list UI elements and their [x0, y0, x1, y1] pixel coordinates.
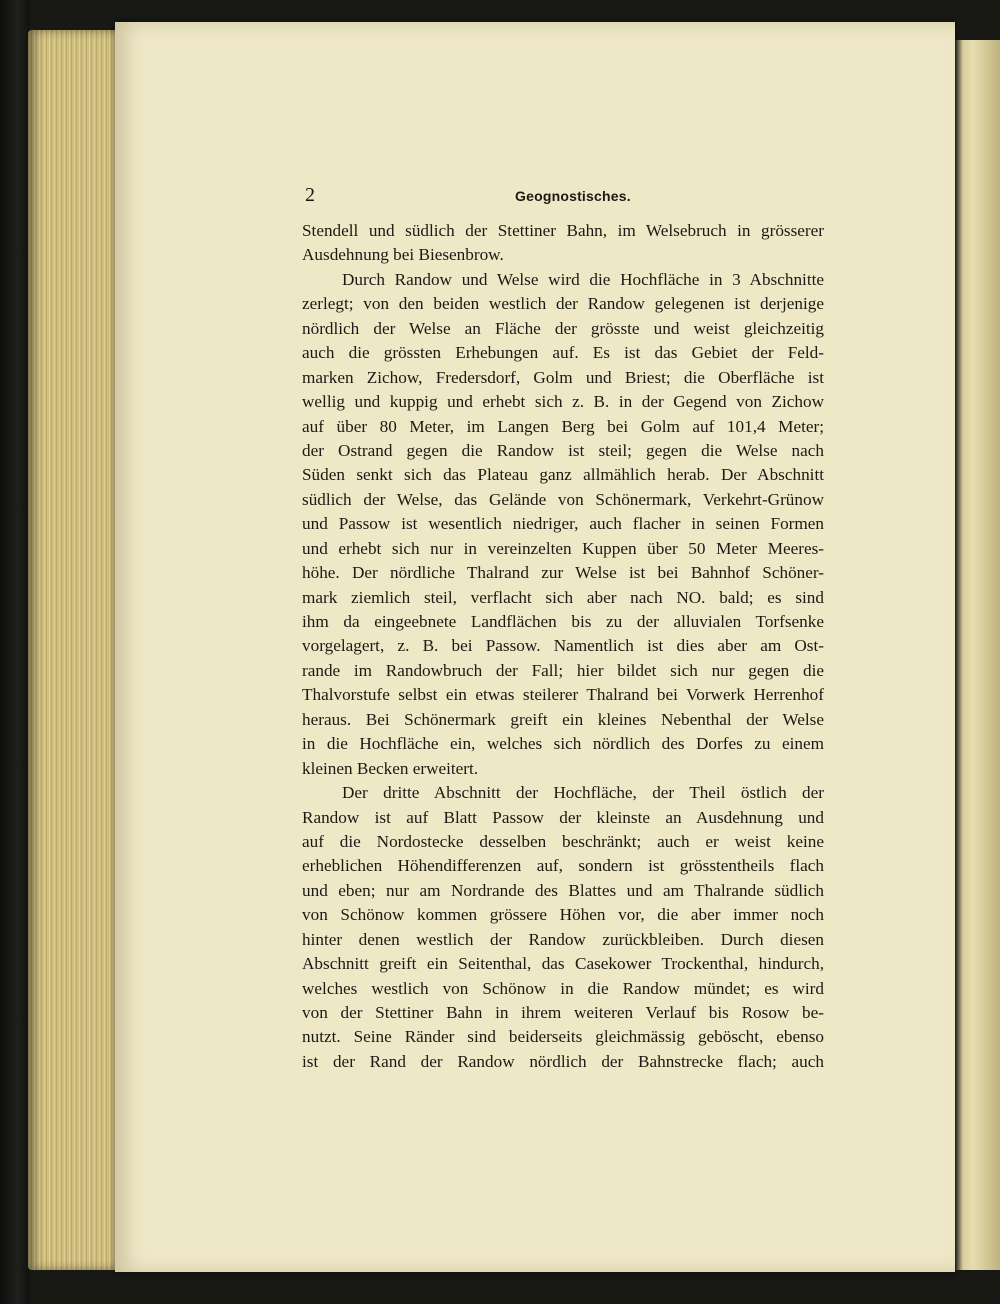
- text-line: mark ziemlich steil, verflacht sich aber nach NO. bald; es sind: [302, 587, 824, 607]
- text-line: auf über 80 Meter, im Langen Berg bei Golm auf 101,4 Meter;: [302, 416, 824, 436]
- text-line: und Passow ist wesentlich niedriger, auch flacher in seinen Formen: [302, 514, 824, 534]
- text-line: rande im Randowbruch der Fall; hier bildet sich nur gegen die: [302, 660, 824, 680]
- page-number: 2: [305, 184, 315, 206]
- text-line: von Schönow kommen grössere Höhen vor, die aber immer noch: [302, 905, 824, 925]
- text-line: Stendell und südlich der Stettiner Bahn, im Welsebruch in grösserer: [302, 221, 824, 240]
- text-line: in die Hochfläche ein, welches sich nördlich des Dorfes zu einem: [302, 734, 824, 754]
- text-line: ihm da eingeebnete Landflächen bis zu der alluvialen Torfsenke: [302, 612, 824, 631]
- facing-page-edge: [955, 40, 1000, 1270]
- text-line: welches westlich von Schönow in die Randow mündet; es wird: [302, 978, 824, 998]
- text-line: höhe. Der nördliche Thalrand zur Welse ist bei Bahnhof Schöner-: [302, 563, 824, 583]
- text-line: hinter denen westlich der Randow zurückbleiben. Durch diesen: [302, 929, 824, 949]
- text-line: Der dritte Abschnitt der Hochfläche, der Theil östlich der: [342, 783, 824, 803]
- text-line: Abschnitt greift ein Seitenthal, das Casekower Trockenthal, hindurch,: [302, 954, 824, 974]
- text-line: nördlich der Welse an Fläche der grösste und weist gleichzeitig: [302, 318, 824, 338]
- page-edges: [28, 30, 123, 1270]
- text-line: wellig und kuppig und erhebt sich z. B. in der Gegend von Zichow: [302, 392, 824, 412]
- text-line: ist der Rand der Randow nördlich der Bahnstrecke flach; auch: [302, 1051, 824, 1071]
- text-line: südlich der Welse, das Gelände von Schönermark, Verkehrt-Grünow: [302, 489, 824, 509]
- text-line: nutzt. Seine Ränder sind beiderseits gleichmässig geböscht, ebenso: [302, 1027, 824, 1047]
- running-head: [305, 184, 825, 210]
- text-line: auf die Nordostecke desselben beschränkt; auch er weist keine: [302, 831, 824, 851]
- body-text: [302, 219, 824, 1074]
- text-line: Durch Randow und Welse wird die Hochfläche in 3 Abschnitte: [342, 269, 824, 289]
- running-title: Geognostisches.: [515, 188, 631, 204]
- text-line: auch die grössten Erhebungen auf. Es ist das Gebiet der Feld-: [302, 343, 824, 363]
- text-line: Randow ist auf Blatt Passow der kleinste an Ausdehnung und: [302, 807, 824, 827]
- text-line: marken Zichow, Fredersdorf, Golm und Briest; die Oberfläche ist: [302, 367, 824, 387]
- text-line: heraus. Bei Schönermark greift ein kleines Nebenthal der Welse: [302, 709, 824, 729]
- book-spine: [0, 0, 30, 1304]
- text-line: und eben; nur am Nordrande des Blattes und am Thalrande südlich: [302, 880, 824, 900]
- text-line: kleinen Becken erweitert.: [302, 758, 479, 778]
- text-line: der Ostrand gegen die Randow ist steil; gegen die Welse nach: [302, 440, 824, 460]
- text-line: von der Stettiner Bahn in ihrem weiteren Verlauf bis Rosow be-: [302, 1003, 824, 1022]
- text-line: vorgelagert, z. B. bei Passow. Namentlich ist dies aber am Ost-: [302, 636, 824, 656]
- text-line: Süden senkt sich das Plateau ganz allmählich herab. Der Abschnitt: [302, 465, 824, 485]
- text-line: und erhebt sich nur in vereinzelten Kuppen über 50 Meter Meeres-: [302, 538, 824, 558]
- text-line: Thalvorstufe selbst ein etwas steilerer Thalrand bei Vorwerk Herrenhof: [302, 685, 824, 705]
- text-line: zerlegt; von den beiden westlich der Randow gelegenen ist derjenige: [302, 294, 824, 314]
- text-line: Ausdehnung bei Biesenbrow.: [302, 245, 504, 265]
- text-line: erheblichen Höhendifferenzen auf, sondern ist grösstentheils flach: [302, 856, 824, 876]
